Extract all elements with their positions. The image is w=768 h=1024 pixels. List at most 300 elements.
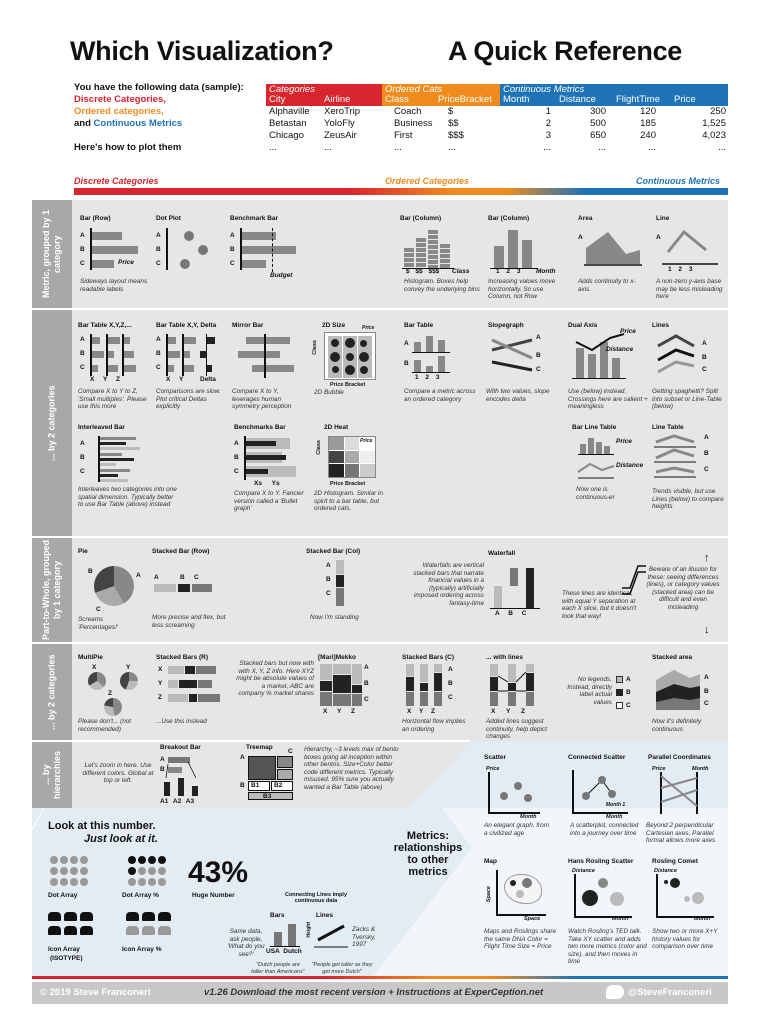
dot <box>60 867 68 875</box>
chart-caption: Please don't... (not recommended) <box>78 718 132 733</box>
chart-caption: Now one is continuous-er <box>576 486 615 501</box>
look-heading-1: Look at this number. <box>48 820 156 832</box>
axis-note: Price <box>118 259 134 266</box>
dot <box>60 878 68 886</box>
axis-label: Month <box>692 766 709 772</box>
chart-title: Bar (Column) <box>488 215 530 222</box>
axis-label: Distance <box>654 868 677 874</box>
page-subtitle: A Quick Reference <box>448 36 682 66</box>
chart-caption: Histogram. Boxes help convey the underlying bins <box>404 278 480 293</box>
tick-labels: 1 2 3 <box>415 374 440 381</box>
tick-labels: X Y Z <box>90 376 121 383</box>
car-icon <box>80 926 93 935</box>
line-chart: A 1 2 3 <box>656 226 722 276</box>
axis-gradient-band <box>74 188 728 195</box>
chart-title: Connected Scatter <box>568 754 626 761</box>
connected-scatter-chart <box>570 766 640 818</box>
dot <box>128 856 136 864</box>
col-header: FlightTime <box>616 94 660 105</box>
intro-ordered: Ordered categories, <box>74 106 164 117</box>
lines-label: Lines <box>316 912 333 919</box>
chart-title: Stacked Bars (R) <box>156 654 209 661</box>
axis-continuous: Continuous Metrics <box>636 176 721 186</box>
series-label: Distance <box>606 346 634 353</box>
section-label-ptw2: ... by 2 categories <box>32 644 72 740</box>
chart-title: MultiPie <box>78 654 103 661</box>
chart-title: Lines <box>652 322 669 329</box>
chart-caption: A scatterplot, connected into a journey over time <box>570 822 639 837</box>
chart-caption: Compare X to Y to Z, 'Small multiples'. Please use this more <box>78 388 147 411</box>
stacked-bars-r-chart: X Y Z <box>158 664 228 716</box>
tick-label: Dutch <box>283 948 302 955</box>
table-cell: ... <box>718 142 726 153</box>
car-icon <box>48 912 61 921</box>
chart-title: Area <box>578 215 593 222</box>
chart-caption: Watch Rosling's TED talk. Take XY scatter and adds two more metrics (color and size), and then moves in time <box>568 928 647 966</box>
dot <box>80 856 88 864</box>
col-header: PriceBracket <box>438 94 492 105</box>
rosling-comet-chart <box>654 868 724 922</box>
chart-caption: Sideways layout means readable labels <box>80 278 148 293</box>
col-header: Airline <box>324 94 351 105</box>
quote: "People get taller as they get more Dutch" <box>311 962 373 975</box>
illusion-lines <box>620 560 648 596</box>
waterfall-note: Waterfalls are vertical stacked bars that narrate financial values in a (typically) artificially imposed ordering across fantasy-time <box>413 562 484 607</box>
icon-array-chart <box>48 912 98 942</box>
huge-number: 43% <box>188 856 249 889</box>
table-cell: ... <box>648 142 656 153</box>
connecting-line-chart <box>314 920 350 948</box>
benchmarks-bar-chart: A B C Xs Ys <box>234 436 304 486</box>
stacked-bar-col-chart: A B C <box>326 560 356 610</box>
car-icon <box>158 926 171 935</box>
dot <box>80 878 88 886</box>
car-icon <box>64 912 77 921</box>
chart-caption: 2D Bubble <box>314 389 344 396</box>
intro-continuous: Continuous Metrics <box>93 118 183 129</box>
col-header: Month <box>503 94 530 105</box>
chart-title: Breakout Bar <box>160 744 201 751</box>
dot <box>128 878 136 886</box>
footer-gradient-band <box>32 976 728 979</box>
table-cell: XeroTrip <box>324 106 361 117</box>
chart-caption: Now it's definitely continuous <box>652 718 702 733</box>
chart-title: Connecting Lines imply continuous data <box>284 892 348 904</box>
bar-table-xyz-chart: A B C X Y Z <box>80 334 150 384</box>
table-cell: ... <box>448 142 456 153</box>
axis-label: Distance <box>572 868 595 874</box>
benchmark-line <box>272 228 273 272</box>
bar <box>92 260 114 268</box>
no-legends-note: No legends. Instead, directly label actual values <box>567 676 612 706</box>
cat-label: C <box>80 260 85 267</box>
divider <box>30 308 730 310</box>
mekko-note: Stacked bars but now with with X, Y, Z info. Here XYZ might be absolute values of a market, ABC are company % market shares <box>236 660 314 698</box>
arrow-up-icon: ↑ <box>704 552 710 564</box>
dot <box>158 856 166 864</box>
dot <box>50 867 58 875</box>
chart-caption: ...Use this instead <box>156 718 207 725</box>
chart-title: ... with lines <box>486 654 523 661</box>
treemap-note: Hierarchy, ~3 levels max of bento boxes going all inception within other bentos. Size+Color better code different metrics. Typically misused. 95% sure you actually wanted a Bar Table (above) <box>304 746 399 791</box>
axis-label: Space <box>486 886 492 903</box>
dot <box>128 867 136 875</box>
chart-title: Bar Table <box>404 322 434 329</box>
chart-title: [Mari]Mekko <box>318 654 356 661</box>
group-label: Categories <box>269 84 315 95</box>
sample-table-header <box>266 84 728 106</box>
chart-title: Benchmarks Bar <box>234 424 286 431</box>
tick-label: USA <box>266 948 280 955</box>
table-cell: 250 <box>710 106 726 117</box>
section-label-ptw1: Part-to-Whole, grouped by 1 category <box>32 538 72 642</box>
chart-caption: Screams 'Percentages!' <box>78 616 119 631</box>
axis <box>166 228 168 270</box>
chart-caption: Increasing values move horizontally. So use Column, not Row <box>488 278 556 301</box>
chart-title: Bar (Row) <box>80 215 111 222</box>
table-cell: Chicago <box>269 130 304 141</box>
axis-note: Month <box>536 268 556 275</box>
dot <box>50 878 58 886</box>
table-cell: Business <box>394 118 433 129</box>
dot-plot-chart: A B C <box>156 228 216 272</box>
intro-discrete: Discrete Categories, <box>74 94 166 105</box>
table-cell: 4,023 <box>702 130 726 141</box>
bar <box>242 260 266 268</box>
chart-caption: With two values, slope encodes delta <box>486 388 550 403</box>
group-label: Continuous Metrics <box>503 84 585 95</box>
corner-label: Price <box>362 325 375 331</box>
twitter-bird-icon <box>606 985 624 999</box>
dot <box>180 259 190 269</box>
chart-caption: Compare X to Y, leverages human symmetry perception <box>232 388 292 411</box>
table-cell: 240 <box>640 130 656 141</box>
table-cell: ZeusAir <box>324 130 357 141</box>
chart-title: Bar Table X,Y,Z,... <box>78 322 132 329</box>
col-header: City <box>269 94 286 105</box>
car-icon <box>142 912 155 921</box>
dot <box>148 856 156 864</box>
dot <box>138 867 146 875</box>
connecting-bars-chart <box>268 920 308 946</box>
col-header: Class <box>385 94 409 105</box>
interleaved-bar-chart: A B C <box>80 436 160 482</box>
dot <box>184 231 194 241</box>
table-cell: Coach <box>394 106 422 117</box>
axis-label: Price <box>652 766 666 772</box>
dot <box>138 856 146 864</box>
table-cell: 1,525 <box>702 118 726 129</box>
size-2d-chart <box>324 332 376 380</box>
chart-caption: Compare a metric across an ordered category <box>404 388 476 403</box>
group-label: Ordered Cats <box>385 84 443 95</box>
chart-title: Icon Array <box>48 946 80 953</box>
bars-label: Bars <box>270 912 285 919</box>
tick-labels: X Y Z <box>323 708 356 715</box>
axis-note: Class <box>452 268 470 275</box>
chart-title: Dual Axis <box>568 322 598 329</box>
tick-labels: 1 2 3 <box>496 268 521 275</box>
axis-discrete: Discrete Categories <box>74 176 159 186</box>
chart-caption: Show two or more X+Y history values for comparison over time <box>652 928 718 951</box>
table-cell: ... <box>598 142 606 153</box>
bar-row-chart <box>80 228 144 272</box>
axis-label: Space <box>524 916 541 922</box>
dot <box>50 856 58 864</box>
area-chart: A <box>578 226 644 274</box>
tick-labels: X Y Z <box>407 708 436 715</box>
sample-table-body <box>266 106 728 152</box>
axis-label: Month <box>694 916 711 922</box>
chart-caption: 2D Histogram. Similar in spirit to a bar table, but ordered cats. <box>314 490 383 513</box>
chart-caption: More precise and flex, but less screaming <box>152 614 226 629</box>
table-cell: 650 <box>590 130 606 141</box>
chart-title: Dot Array % <box>122 892 159 899</box>
car-icon <box>142 926 155 935</box>
axis-note: Budget <box>270 272 293 279</box>
chart-title: Bar Table X,Y, Delta <box>156 322 217 329</box>
series-label: Distance <box>616 462 644 469</box>
waterfall-chart <box>490 562 546 622</box>
stacked-area-chart: A B C <box>654 664 724 718</box>
table-cell: ... <box>324 142 332 153</box>
chart-caption: Comparisons are slow. Plot critical Deltas explicitly <box>156 388 221 411</box>
chart-title: 2D Heat <box>324 424 349 431</box>
table-cell: YoloFly <box>324 118 355 129</box>
bar-col-histogram <box>404 226 470 274</box>
table-cell: Alphaville <box>269 106 310 117</box>
table-cell: 500 <box>590 118 606 129</box>
breakout-note: Let's zoom in here. Use different colors. Global at top or left. <box>82 762 154 785</box>
chart-title: Rosling Comet <box>652 858 698 865</box>
pie-chart: B A C <box>88 568 141 613</box>
look-heading-2: Just look at it. <box>84 833 158 845</box>
chart-title: Dot Plot <box>156 215 181 222</box>
axis-label: Class <box>316 440 322 455</box>
car-icon <box>48 926 61 935</box>
table-cell: $ <box>448 106 454 117</box>
axis-label: Class <box>312 340 318 355</box>
hans-rosling-chart <box>572 868 642 922</box>
table-cell: ... <box>269 142 277 153</box>
chart-caption: Interleaves two categories into one spatial dimension. Typically better to use Bar Table (above) instead <box>78 486 177 509</box>
chart-title: 2D Size <box>322 322 346 329</box>
chart-title: Interleaved Bar <box>78 424 125 431</box>
dot <box>60 856 68 864</box>
dot <box>198 245 208 255</box>
bar-table-delta-chart: A B C X Y Delta <box>156 336 216 383</box>
table-cell: Betastan <box>269 118 307 129</box>
tick-labels: Xs Ys <box>254 480 280 487</box>
chart-title: Map <box>484 858 497 865</box>
arrow-down-icon: ↓ <box>704 624 710 636</box>
copyright: © 2019 Steve Franconeri <box>40 987 151 998</box>
car-icon <box>64 926 77 935</box>
annotation: Month 1 <box>606 802 626 808</box>
chart-caption: An elegant graph, from a civilized age <box>484 822 550 837</box>
divider <box>30 642 730 644</box>
chart-caption: Added lines suggest continuity, help depict changes <box>486 718 547 741</box>
chart-title: Benchmark Bar <box>230 215 279 222</box>
multipie-chart: X Y Z <box>80 664 150 716</box>
axis-label: Height <box>306 922 312 938</box>
quote: "Dutch people are taller than Americans" <box>251 962 305 975</box>
dot <box>148 878 156 886</box>
tick-labels: A B C <box>495 610 527 617</box>
tick-labels: X Y <box>166 376 184 383</box>
chart-caption: Use (below) instead. Crossings here are salient + meaningless <box>568 388 648 411</box>
chart-caption: A non-zero y-axis base may be less misleading here <box>656 278 723 301</box>
bar <box>242 232 276 240</box>
car-icon <box>126 912 139 921</box>
chart-caption: Horizontal flow implies an ordering <box>402 718 466 733</box>
table-cell: First <box>394 130 413 141</box>
cat-label: B <box>80 246 85 253</box>
cat-label: A <box>80 232 85 239</box>
chart-title: Stacked Bars (C) <box>402 654 455 661</box>
stacked-bars-c-chart: A B C X Y Z <box>407 666 453 715</box>
chart-subtitle: (ISOTYPE) <box>50 955 83 962</box>
col-header: Price <box>674 94 696 105</box>
dot <box>70 867 78 875</box>
chart-title: Stacked area <box>652 654 693 661</box>
treemap-chart: A C B B1 B2 B3 <box>240 748 293 800</box>
legend-illustration: A B C <box>616 676 638 712</box>
car-icon <box>80 912 93 921</box>
intro-text <box>74 82 264 154</box>
chart-caption: Compare X to Y. Fancier version called a 'Bullet graph' <box>234 490 304 513</box>
bars-ticks <box>266 948 302 955</box>
car-icon <box>126 926 139 935</box>
metrics-relationship-title: Metrics: relationships to other metrics <box>393 830 463 878</box>
chart-caption: Getting spaghetti? Split into subset or Line-Table (below) <box>652 388 722 411</box>
col-header: Distance <box>559 94 596 105</box>
dot <box>158 878 166 886</box>
dot <box>80 867 88 875</box>
chart-title: Parallel Coordinates <box>648 754 711 761</box>
footer <box>32 982 728 1004</box>
chart-title: Stacked Bar (Col) <box>306 548 361 555</box>
scatter-chart <box>486 766 556 818</box>
breakout-bar-chart: A B A1 A2 A3 <box>160 756 230 806</box>
table-cell: 185 <box>640 118 656 129</box>
section-label-metric2: ... by 2 categories <box>32 310 72 536</box>
tick-label: Delta <box>200 376 216 383</box>
corner-label: Price <box>360 438 373 444</box>
chart-title: Treemap <box>246 744 273 751</box>
chart-title: Line Table <box>652 424 684 431</box>
page-title: Which Visualization? <box>70 36 334 66</box>
bar-col-chart <box>490 226 558 274</box>
intro-howto: Here's how to plot them <box>74 142 182 153</box>
table-cell: 120 <box>640 106 656 117</box>
table-cell: 1 <box>545 106 551 117</box>
stacked-bar-row-chart: A B C <box>154 574 224 600</box>
chart-title: Mirror Bar <box>232 322 264 329</box>
table-cell: ... <box>543 142 551 153</box>
chart-title: Dot Array <box>48 892 78 899</box>
table-cell: 3 <box>545 130 551 141</box>
table-cell: 300 <box>590 106 606 117</box>
benchmark-bar-chart: A B C Budget <box>230 228 300 278</box>
with-lines-chart <box>488 664 552 720</box>
car-icon <box>158 912 171 921</box>
dot <box>158 867 166 875</box>
line-table-chart: A B C <box>654 434 724 484</box>
twitter-handle[interactable]: @SteveFranconeri <box>628 987 712 998</box>
dot <box>138 878 146 886</box>
axis-label: Month <box>520 814 537 820</box>
bar <box>242 246 296 254</box>
lines-chart: A B C <box>654 332 724 382</box>
chart-caption: Trends visible, but use Lines (below) to compare heights <box>652 488 724 511</box>
slopegraph-chart: A B C <box>488 332 556 382</box>
parallel-coords-chart <box>652 766 722 818</box>
dot-array-chart <box>50 856 90 888</box>
intro-line: You have the following data (sample): <box>74 82 244 93</box>
dot <box>148 867 156 875</box>
chart-caption: Now I'm standing <box>310 614 359 621</box>
chart-caption: Maps and Roslings share the same DNA Color = Flight Time Size = Price <box>484 928 557 951</box>
axis-label: Month <box>606 814 623 820</box>
axis-label: Price Bracket <box>330 382 366 388</box>
table-cell: $$ <box>448 118 459 129</box>
bar-table-chart: A B 1 2 3 <box>404 334 470 384</box>
series-label: Price <box>616 438 632 445</box>
dot <box>70 878 78 886</box>
map-chart <box>488 870 558 920</box>
axis-label: Price Bracket <box>330 481 366 487</box>
chart-title: Bar Line Table <box>572 424 617 431</box>
table-cell: $$$ <box>448 130 464 141</box>
chart-title: Icon Array % <box>122 946 162 953</box>
chart-title: Pie <box>78 548 88 555</box>
mirror-bar-chart <box>232 334 302 380</box>
chart-title: Bar (Column) <box>400 215 442 222</box>
tick-labels: $ $$ $$$ <box>406 268 440 275</box>
tick-labels: A1 A2 A3 <box>160 798 195 805</box>
section-label-metric1: Metric, grouped by 1 category <box>32 200 72 308</box>
chart-title: Waterfall <box>488 550 516 557</box>
chart-title: Hans Rosling Scatter <box>568 858 634 865</box>
tick-labels: 1 2 3 <box>668 266 693 273</box>
icon-array-pct-chart <box>126 912 176 942</box>
table-cell: ... <box>394 142 402 153</box>
citation: Zacks & Tversky, 1997 <box>352 926 376 949</box>
illusion-note: These lines are identical, with equal Y separation at each X slice, but it doesn't look that way! <box>562 590 637 620</box>
axis-label: Month <box>612 916 629 922</box>
table-cell: 2 <box>545 118 551 129</box>
series-label: Price <box>620 328 636 335</box>
chart-title: Stacked Bar (Row) <box>152 548 210 555</box>
illusion-note2: Beware of an illusion for these: seeing differences (lines), or category values (stacked area) can be difficult and even misleading <box>646 566 720 611</box>
intro-and: and <box>74 118 91 129</box>
chart-title: Slopegraph <box>488 322 524 329</box>
tick-labels: X Y Z <box>491 708 526 715</box>
bar <box>92 246 138 254</box>
mekko-chart: A B C X Y Z <box>320 664 380 724</box>
chart-title: Line <box>656 215 670 222</box>
chart-title: Scatter <box>484 754 507 761</box>
version-text[interactable]: v1.26 Download the most recent version + Instructions at ExperCeption.net <box>204 987 544 998</box>
chart-caption: Adds continuity to x-axis. <box>578 278 636 293</box>
dot <box>70 856 78 864</box>
divider <box>30 740 470 742</box>
bar <box>92 232 122 240</box>
connecting-note: Same data, ask people, 'What do you see?' <box>227 928 265 958</box>
bar-line-table-chart <box>576 434 646 482</box>
dual-axis-chart <box>570 330 642 382</box>
